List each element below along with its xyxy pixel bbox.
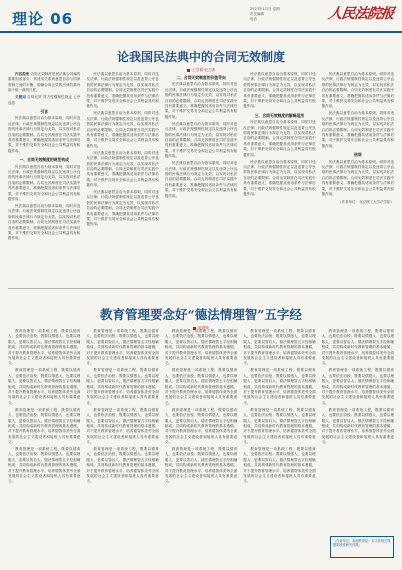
body-text: 教育管理是一项系统工程，既要以德育人，也要依法治校；既要以情感人，也要以理服人，更要以智启人。德法情理智五字经相辅相成，共同构成新时代教育管理的基本遵循，对于提升教育管理水平、培养德智体美劳全面发展的社会主义建设者和接班人具有重要意义。 <box>164 447 238 484</box>
body-text: 教育管理是一项系统工程，既要以德育人，也要依法治校；既要以情感人，也要以理服人，更要以智启人。德法情理智五字经相辅相成，共同构成新时代教育管理的基本遵循，对于提升教育管理水平、培养德智体美劳全面发展的社会主义建设者和接班人具有重要意义。 <box>164 407 238 445</box>
body-text: 教育管理是一项系统工程，既要以德育人，也要依法治校；既要以情感人，也要以理服人，更要以智启人。德法情理智五字经相辅相成，共同构成新时代教育管理的基本遵循，对于提升教育管理水平、培养德智体美劳全面发展的社会主义建设者和接班人具有重要意义。 <box>8 447 81 484</box>
article2-col-2 <box>86 329 158 560</box>
subheading-intro: 引言 <box>40 108 48 114</box>
body-text: 民法典以意思自治为基本原则，同时对违反法律、行政法规强制性规定以及违背公序良俗的民事法律行为规定为无效，以实现对私法自治的必要限制。合同无效制度在司法实践中具有重要意义，准确把握其适用条件与法律后果，对于维护交易安全和社会公共利益具有积极作用。 <box>243 72 316 109</box>
masthead-logo: 人民法院报 <box>327 6 395 22</box>
meta-date: 2023年1月日 星期 <box>250 7 280 11</box>
article2-author: 陈国荣 <box>198 326 209 330</box>
body-text: 教育管理是一项系统工程，既要以德育人，也要依法治校；既要以情感人，也要以理服人，更要以智启人。德法情理智五字经相辅相成，共同构成新时代教育管理的基本遵循，对于提升教育管理水平、培养德智体美劳全面发展的社会主义建设者和接班人具有重要意义。 <box>8 329 81 366</box>
body-text: 教育管理是一项系统工程，既要以德育人，也要依法治校；既要以情感人，也要以理服人，更要以智启人。德法情理智五字经相辅相成，共同构成新时代教育管理的基本遵循，对于提升教育管理水平、培养德智体美劳全面发展的社会主义建设者和接班人具有重要意义。 <box>243 329 316 366</box>
article2-col-5 <box>322 329 394 560</box>
body-text: 民法典以意思自治为基本原则，同时对违反法律、行政法规强制性规定以及违背公序良俗的民事法律行为规定为无效，以实现对私法自治的必要限制。合同无效制度在司法实践中具有重要意义，准确把握其适用条件与法律后果，对于维护交易安全和社会公共利益具有积极作用。 <box>8 203 81 241</box>
body-text: 教育管理是一项系统工程，既要以德育人，也要依法治校；既要以情感人，也要以理服人，更要以智启人。德法情理智五字经相辅相成，共同构成新时代教育管理的基本遵循，对于提升教育管理水平、培养德智体美劳全面发展的社会主义建设者和接班人具有重要意义。 <box>86 329 159 366</box>
body-text: 教育管理是一项系统工程，既要以德育人，也要依法治校；既要以情感人，也要以理服人，更要以智启人。德法情理智五字经相辅相成，共同构成新时代教育管理的基本遵循，对于提升教育管理水平、培养德智体美劳全面发展的社会主义建设者和接班人具有重要意义。 <box>321 368 395 405</box>
body-text: 教育管理是一项系统工程，既要以德育人，也要依法治校；既要以情感人，也要以理服人，更要以智启人。德法情理智五字经相辅相成，共同构成新时代教育管理的基本遵循，对于提升教育管理水平、培养德智体美劳全面发展的社会主义建设者和接班人具有重要意义。 <box>8 368 81 405</box>
article1-col-5 <box>322 72 394 280</box>
body-text: 教育管理是一项系统工程，既要以德育人，也要依法治校；既要以情感人，也要以理服人，更要以智启人。德法情理智五字经相辅相成，共同构成新时代教育管理的基本遵循，对于提升教育管理水平、培养德智体美劳全面发展的社会主义建设者和接班人具有重要意义。 <box>86 368 159 405</box>
keywords-text: 合同无效 效力性强制性规定 公序良俗 <box>8 95 81 105</box>
article-contract-invalidity <box>8 48 394 280</box>
body-text: 民法典以意思自治为基本原则，同时对违反法律、行政法规强制性规定以及违背公序良俗的民事法律行为规定为无效，以实现对私法自治的必要限制。合同无效制度在司法实践中具有重要意义，准确把握其适用条件与法律后果，对于维护交易安全和社会公共利益具有积极作用。 <box>321 72 395 109</box>
body-text: 教育管理是一项系统工程，既要以德育人，也要依法治校；既要以情感人，也要以理服人，更要以智启人。德法情理智五字经相辅相成，共同构成新时代教育管理的基本遵循，对于提升教育管理水平、培养德智体美劳全面发展的社会主义建设者和接班人具有重要意义。 <box>321 407 395 445</box>
body-text: 教育管理是一项系统工程，既要以德育人，也要依法治校；既要以情感人，也要以理服人，更要以智启人。德法情理智五字经相辅相成，共同构成新时代教育管理的基本遵循，对于提升教育管理水平、培养德智体美劳全面发展的社会主义建设者和接班人具有重要意义。 <box>164 329 238 366</box>
article-education-management <box>8 305 394 560</box>
article1-author: 王学棉 史之康 <box>192 68 215 72</box>
article2-columns <box>8 329 394 560</box>
body-text: 民法典以意思自治为基本原则，同时对违反法律、行政法规强制性规定以及违背公序良俗的民事法律行为规定为无效，以实现对私法自治的必要限制。合同无效制度在司法实践中具有重要意义，准确把握其适用条件与法律后果，对于维护交易安全和社会公共利益具有积极作用。 <box>86 190 159 227</box>
body-text: 民法典以意思自治为基本原则，同时对违反法律、行政法规强制性规定以及违背公序良俗的民事法律行为规定为无效，以实现对私法自治的必要限制。合同无效制度在司法实践中具有重要意义，准确把握其适用条件与法律后果，对于维护交易安全和社会公共利益具有积极作用。 <box>164 82 238 119</box>
abstract-text: 合同无效制度是民法典合同编的重要组成部分，其适用关系到意思自治与国家管制之间的平衡，明确合同无效的法律效果有助于统一裁判尺度。 <box>8 72 81 93</box>
header-rule <box>0 31 402 33</box>
body-text: 教育管理是一项系统工程，既要以德育人，也要依法治校；既要以情感人，也要以理服人，更要以智启人。德法情理智五字经相辅相成，共同构成新时代教育管理的基本遵循，对于提升教育管理水平、培养德智体美劳全面发展的社会主义建设者和接班人具有重要意义。 <box>243 447 316 484</box>
article1-author-note: （作者单位：北京理工大学法学院） <box>338 200 395 205</box>
article2-col-3 <box>165 329 237 560</box>
article1-col-4 <box>243 72 315 280</box>
article2-col-4 <box>243 329 315 560</box>
issue-meta <box>250 7 315 22</box>
article1-col-2 <box>86 72 158 280</box>
body-text: 民法典以意思自治为基本原则，同时对违反法律、行政法规强制性规定以及违背公序良俗的民事法律行为规定为无效，以实现对私法自治的必要限制。合同无效制度在司法实践中具有重要意义，准确把握其适用条件与法律后果，对于维护交易安全和社会公共利益具有积极作用。 <box>321 159 395 197</box>
body-text: 民法典以意思自治为基本原则，同时对违反法律、行政法规强制性规定以及违背公序良俗的民事法律行为规定为无效，以实现对私法自治的必要限制。合同无效制度在司法实践中具有重要意义，准确把握其适用条件与法律后果，对于维护交易安全和社会公共利益具有积极作用。 <box>8 116 81 153</box>
article1-title: 论我国民法典中的合同无效制度 <box>116 50 285 64</box>
body-text: 民法典以意思自治为基本原则，同时对违反法律、行政法规强制性规定以及违背公序良俗的民事法律行为规定为无效，以实现对私法自治的必要限制。合同无效制度在司法实践中具有重要意义，准确把握其适用条件与法律后果，对于维护交易安全和社会公共利益具有积极作用。 <box>321 111 395 148</box>
body-text: 教育管理是一项系统工程，既要以德育人，也要依法治校；既要以情感人，也要以理服人，更要以智启人。德法情理智五字经相辅相成，共同构成新时代教育管理的基本遵循，对于提升教育管理水平、培养德智体美劳全面发展的社会主义建设者和接班人具有重要意义。 <box>243 407 316 445</box>
body-text: 民法典以意思自治为基本原则，同时对违反法律、行政法规强制性规定以及违背公序良俗的民事法律行为规定为无效，以实现对私法自治的必要限制。合同无效制度在司法实践中具有重要意义，准确把握其适用条件与法律后果，对于维护交易安全和社会公共利益具有积极作用。 <box>164 121 238 159</box>
meta-phone: 电话 <box>250 17 257 21</box>
body-text: 教育管理是一项系统工程，既要以德育人，也要依法治校；既要以情感人，也要以理服人，更要以智启人。德法情理智五字经相辅相成，共同构成新时代教育管理的基本遵循，对于提升教育管理水平、培养德智体美劳全面发展的社会主义建设者和接班人具有重要意义。 <box>164 368 238 405</box>
body-text: 民法典以意思自治为基本原则，同时对违反法律、行政法规强制性规定以及违背公序良俗的民事法律行为规定为无效，以实现对私法自治的必要限制。合同无效制度在司法实践中具有重要意义，准确把握其适用条件与法律后果，对于维护交易安全和社会公共利益具有积极作用。 <box>243 159 316 197</box>
body-text: 民法典以意思自治为基本原则，同时对违反法律、行政法规强制性规定以及违背公序良俗的民事法律行为规定为无效，以实现对私法自治的必要限制。合同无效制度在司法实践中具有重要意义，准确把握其适用条件与法律后果，对于维护交易安全和社会公共利益具有积极作用。 <box>8 164 81 202</box>
subheading-3: 三、合同无效制度的解释适用 <box>254 112 305 118</box>
body-text: 教育管理是一项系统工程，既要以德育人，也要依法治校；既要以情感人，也要以理服人，更要以智启人。德法情理智五字经相辅相成，共同构成新时代教育管理的基本遵循，对于提升教育管理水平、培养德智体美劳全面发展的社会主义建设者和接班人具有重要意义。 <box>86 407 159 445</box>
body-text: 教育管理是一项系统工程，既要以德育人，也要依法治校；既要以情感人，也要以理服人，更要以智启人。德法情理智五字经相辅相成，共同构成新时代教育管理的基本遵循，对于提升教育管理水平、培养德智体美劳全面发展的社会主义建设者和接班人具有重要意义。 <box>243 368 316 405</box>
body-text: 教育管理是一项系统工程，既要以德育人，也要依法治校；既要以情感人，也要以理服人，更要以智启人。德法情理智五字经相辅相成，共同构成新时代教育管理的基本遵循，对于提升教育管理水平、培养德智体美劳全面发展的社会主义建设者和接班人具有重要意义。 <box>86 447 159 484</box>
page-header <box>0 0 402 30</box>
article1-columns <box>8 72 394 280</box>
body-text: 民法典以意思自治为基本原则，同时对违反法律、行政法规强制性规定以及违背公序良俗的民事法律行为规定为无效，以实现对私法自治的必要限制。合同无效制度在司法实践中具有重要意义，准确把握其适用条件与法律后果，对于维护交易安全和社会公共利益具有积极作用。 <box>86 150 159 188</box>
body-text: 民法典以意思自治为基本原则，同时对违反法律、行政法规强制性规定以及违背公序良俗的民事法律行为规定为无效，以实现对私法自治的必要限制。合同无效制度在司法实践中具有重要意义，准确把握其适用条件与法律后果，对于维护交易安全和社会公共利益具有积极作用。 <box>86 111 159 148</box>
subheading-conclusion: 结语 <box>354 152 362 158</box>
abstract-label: 内容提要 <box>15 72 30 76</box>
subheading-1: 一、合同无效制度的规范构成 <box>19 157 69 163</box>
meta-editor: 责任编辑 <box>250 12 264 16</box>
article2-author-note: （作者单位：某地教育局）本文系相关课题阶段性研究成果。 <box>330 536 394 558</box>
body-text: 民法典以意思自治为基本原则，同时对违反法律、行政法规强制性规定以及违背公序良俗的民事法律行为规定为无效，以实现对私法自治的必要限制。合同无效制度在司法实践中具有重要意义，准确把握其适用条件与法律后果，对于维护交易安全和社会公共利益具有积极作用。 <box>164 161 238 198</box>
keywords-label: 关键词 <box>15 95 26 100</box>
subheading-2: 二、合同无效制度的价值导向 <box>176 75 226 80</box>
body-text: 教育管理是一项系统工程，既要以德育人，也要依法治校；既要以情感人，也要以理服人，更要以智启人。德法情理智五字经相辅相成，共同构成新时代教育管理的基本遵循，对于提升教育管理水平、培养德智体美劳全面发展的社会主义建设者和接班人具有重要意义。 <box>8 407 81 445</box>
section-title: 理论 06 <box>12 10 74 28</box>
body-text: 民法典以意思自治为基本原则，同时对违反法律、行政法规强制性规定以及违背公序良俗的民事法律行为规定为无效，以实现对私法自治的必要限制。合同无效制度在司法实践中具有重要意义，准确把握其适用条件与法律后果，对于维护交易安全和社会公共利益具有积极作用。 <box>243 120 316 157</box>
article-divider <box>8 288 394 289</box>
article2-col-1 <box>8 329 80 560</box>
article1-col-3 <box>165 72 237 280</box>
body-text: 民法典以意思自治为基本原则，同时对违反法律、行政法规强制性规定以及违背公序良俗的民事法律行为规定为无效，以实现对私法自治的必要限制。合同无效制度在司法实践中具有重要意义，准确把握其适用条件与法律后果，对于维护交易安全和社会公共利益具有积极作用。 <box>86 72 159 109</box>
body-text: 教育管理是一项系统工程，既要以德育人，也要依法治校；既要以情感人，也要以理服人，更要以智启人。德法情理智五字经相辅相成，共同构成新时代教育管理的基本遵循，对于提升教育管理水平、培养德智体美劳全面发展的社会主义建设者和接班人具有重要意义。 <box>321 329 395 366</box>
article2-title: 教育管理要念好“德法情理智”五字经 <box>100 307 302 322</box>
article1-col-1 <box>8 72 80 280</box>
